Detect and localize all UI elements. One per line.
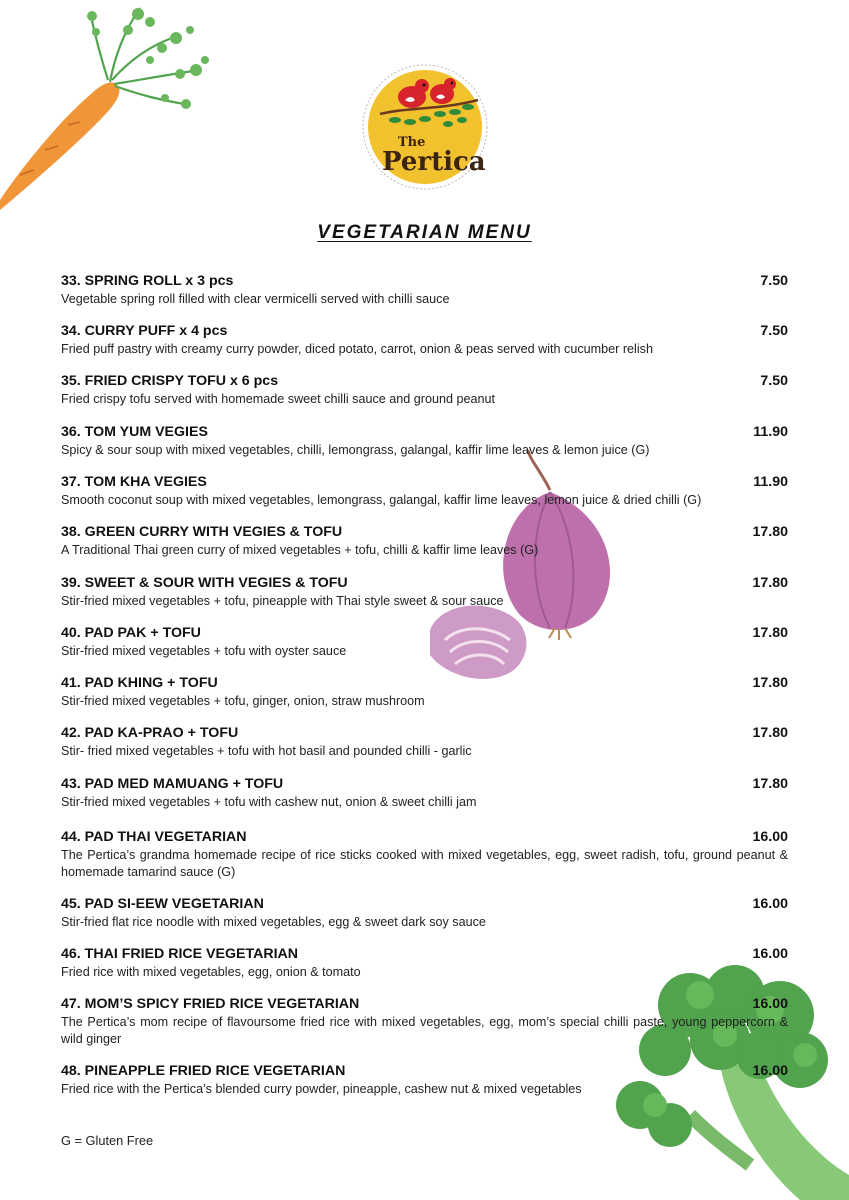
menu-item-price: 17.80 [752, 625, 788, 641]
menu-item-price: 16.00 [752, 1063, 788, 1079]
menu-item [61, 1063, 788, 1098]
menu-item-name: 42. PAD KA-PRAO + TOFU [61, 725, 239, 741]
menu-item [61, 776, 788, 811]
menu-item [61, 373, 788, 408]
menu-item-name: 35. FRIED CRISPY TOFU x 6 pcs [61, 373, 279, 389]
menu-item [61, 625, 788, 660]
menu-item-name: 40. PAD PAK + TOFU [61, 625, 201, 641]
carrot-illustration [0, 0, 215, 210]
menu-item-description: Fried rice with mixed vegetables, egg, onion & tomato [61, 965, 361, 979]
menu-item-description: Stir-fried mixed vegetables + tofu, ginger, onion, straw mushroom [61, 694, 425, 708]
menu-item-header [61, 996, 788, 1014]
menu-item-header [61, 675, 788, 693]
menu-title: VEGETARIAN MENU [317, 222, 532, 243]
menu-item-price: 17.80 [752, 675, 788, 691]
menu-item-description: Stir-fried mixed vegetables + tofu with cashew nut, onion & sweet chilli jam [61, 795, 477, 809]
menu-item [61, 725, 788, 760]
menu-item-header [61, 946, 788, 964]
menu-item-name: 43. PAD MED MAMUANG + TOFU [61, 776, 284, 792]
menu-item [61, 896, 788, 931]
menu-item [61, 996, 788, 1048]
menu-item-description: A Traditional Thai green curry of mixed vegetables + tofu, chilli & kaffir lime leaves (G) [61, 543, 539, 557]
menu-item [61, 946, 788, 981]
menu-item-description: Stir- fried mixed vegetables + tofu with hot basil and pounded chilli - garlic [61, 744, 472, 758]
menu-item-price: 17.80 [752, 524, 788, 540]
menu-item-price: 16.00 [752, 829, 788, 845]
menu-item-header [61, 896, 788, 914]
menu-item-name: 38. GREEN CURRY WITH VEGIES & TOFU [61, 524, 343, 540]
menu-item [61, 575, 788, 610]
logo-text-the: The [398, 135, 426, 150]
menu-item-name: 39. SWEET & SOUR WITH VEGIES & TOFU [61, 575, 348, 591]
logo-text-pertica: Pertica [382, 147, 486, 177]
menu-item [61, 424, 788, 459]
menu-item-header [61, 273, 788, 291]
menu-item-name: 44. PAD THAI VEGETARIAN [61, 829, 247, 845]
menu-item-price: 17.80 [752, 776, 788, 792]
menu-item-header [61, 1063, 788, 1081]
menu-item-header [61, 524, 788, 542]
menu-item-header [61, 474, 788, 492]
menu-item-name: 45. PAD SI-EEW VEGETARIAN [61, 896, 264, 912]
menu-item-price: 7.50 [760, 273, 788, 289]
menu-item-name: 47. MOM’S SPICY FRIED RICE VEGETARIAN [61, 996, 360, 1012]
menu-item-header [61, 776, 788, 794]
menu-item-name: 48. PINEAPPLE FRIED RICE VEGETARIAN [61, 1063, 346, 1079]
menu-item-price: 7.50 [760, 323, 788, 339]
menu-item-description: Stir-fried mixed vegetables + tofu, pineapple with Thai style sweet & sour sauce [61, 594, 504, 608]
menu-item-header [61, 373, 788, 391]
menu-item-description: Vegetable spring roll filled with clear vermicelli served with chilli sauce [61, 292, 450, 306]
menu-item-price: 11.90 [753, 474, 788, 490]
menu-item-description: Stir-fried mixed vegetables + tofu with oyster sauce [61, 644, 347, 658]
menu-item-name: 36. TOM YUM VEGIES [61, 424, 208, 440]
menu-item-price: 16.00 [752, 896, 788, 912]
menu-item-header [61, 424, 788, 442]
menu-item-price: 17.80 [752, 725, 788, 741]
menu-item-name: 46. THAI FRIED RICE VEGETARIAN [61, 946, 299, 962]
menu-item-name: 41. PAD KHING + TOFU [61, 675, 218, 691]
menu-item-description: Fried puff pastry with creamy curry powder, diced potato, carrot, onion & peas served with cucumber relish [61, 342, 653, 356]
menu-item [61, 829, 788, 881]
menu-item-header [61, 829, 788, 847]
pertica-logo [360, 62, 490, 192]
menu-item-description: The Pertica’s grandma homemade recipe of rice sticks cooked with mixed vegetables, egg, sweet radish, tofu, ground peanut & homemade tamarind sauce (G) [61, 848, 788, 879]
menu-item-price: 16.00 [752, 946, 788, 962]
menu-item-header [61, 323, 788, 341]
menu-item-name: 34. CURRY PUFF x 4 pcs [61, 323, 228, 339]
menu-item-name: 37. TOM KHA VEGIES [61, 474, 207, 490]
menu-item-description: Fried rice with the Pertica’s blended curry powder, pineapple, cashew nut & mixed vegetables [61, 1082, 582, 1096]
menu-item-description: Stir-fried flat rice noodle with mixed vegetables, egg & sweet dark soy sauce [61, 915, 486, 929]
menu-item-header [61, 625, 788, 643]
menu-item [61, 524, 788, 559]
menu-item-price: 16.00 [752, 996, 788, 1012]
menu-item [61, 474, 788, 509]
menu-item [61, 273, 788, 308]
menu-item-description: Smooth coconut soup with mixed vegetables, lemongrass, galangal, kaffir lime leaves, lemon juice & dried chilli (G) [61, 493, 702, 507]
menu-item-header [61, 725, 788, 743]
menu-item-description: Fried crispy tofu served with homemade sweet chilli sauce and ground peanut [61, 392, 496, 406]
menu-item-description: The Pertica’s mom recipe of flavoursome fried rice with mixed vegetables, egg, mom’s special chilli paste, young peppercorn & wild ginger [61, 1015, 788, 1046]
gluten-free-legend: G = Gluten Free [61, 1133, 154, 1148]
menu-item-name: 33. SPRING ROLL x 3 pcs [61, 273, 234, 289]
menu-item-header [61, 575, 788, 593]
menu-item [61, 323, 788, 358]
menu-item-price: 11.90 [753, 424, 788, 440]
menu-item [61, 675, 788, 710]
menu-item-price: 7.50 [760, 373, 788, 389]
menu-item-description: Spicy & sour soup with mixed vegetables, chilli, lemongrass, galangal, kaffir lime leaves & lemon juice (G) [61, 443, 650, 457]
menu-item-price: 17.80 [752, 575, 788, 591]
